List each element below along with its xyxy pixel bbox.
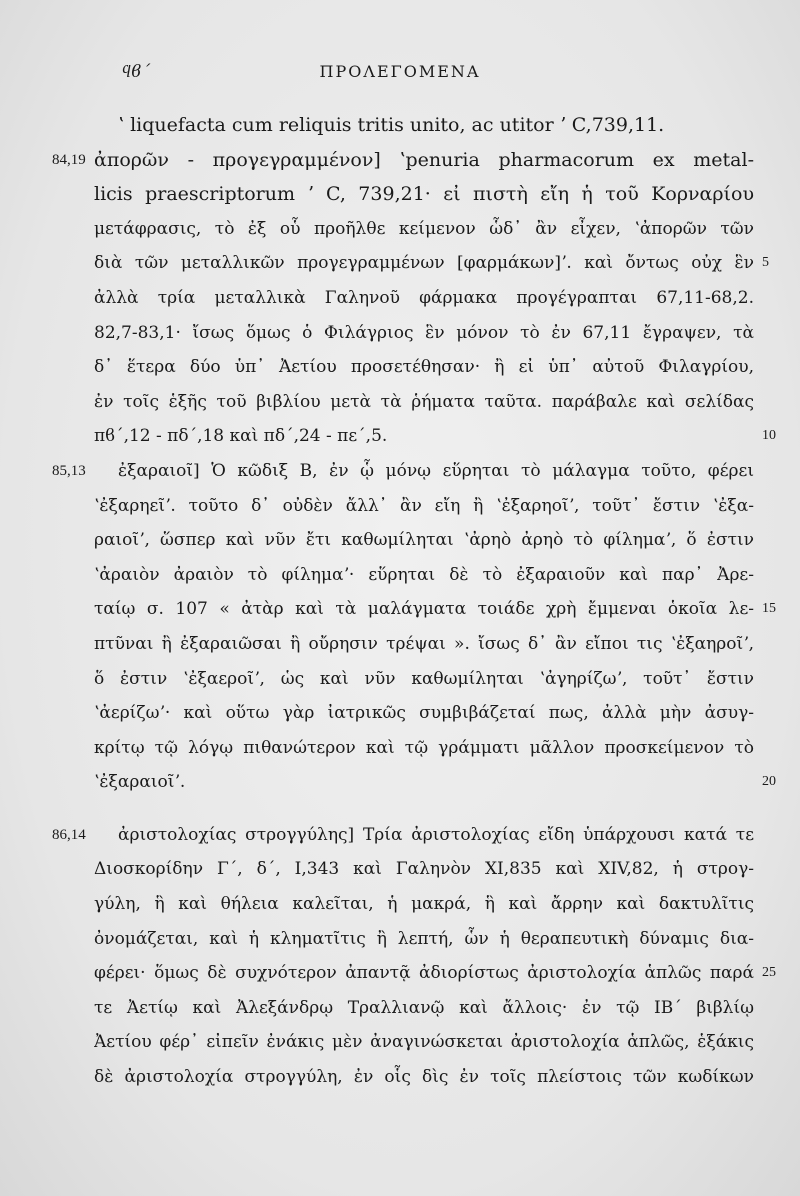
note-reference: 84,19	[52, 151, 86, 168]
text-line	[0, 108, 800, 143]
text-line	[0, 592, 800, 627]
line-text: ʽ liquefacta cum reliquis tritis unito, ac utitor ʼ C,739,11.	[118, 114, 665, 136]
page-number: ϥϐ΄	[122, 62, 151, 82]
line-text: διὰ τῶν μεταλλικῶν προγεγραμμένων [φαρμάκων]ʼ. καὶ ὄντως οὐχ ἓν	[94, 253, 754, 274]
line-text: μετάφρασις, τὸ ἐξ οὗ προῆλθε κείμενον ὧδ᾿ ἂν εἶχεν, ʽἀπορῶν τῶν	[94, 218, 754, 239]
line-text: πϐ΄,12 - πδ΄,18 καὶ πδ΄,24 - πε΄,5.	[94, 426, 388, 447]
text-line	[0, 662, 800, 697]
line-text: ἀλλὰ τρία μεταλλικὰ Γαληνοῦ φάρμακα προγέγραπται 67,11-68,2.	[94, 287, 754, 308]
line-number: 15	[762, 601, 776, 617]
line-text: κρίτῳ τῷ λόγῳ πιθανώτερον καὶ τῷ γράμματι μᾶλλον προσκείμενον τὸ	[94, 737, 754, 758]
line-text: licis praescriptorum ʼ C, 739,21· εἰ πιστὴ εἴη ἡ τοῦ Κορναρίου	[94, 183, 754, 206]
text-line	[0, 419, 800, 454]
line-text: γύλη, ἣ καὶ θήλεια καλεῖται, ἡ μακρά, ἣ καὶ ἄρρην καὶ δακτυλῖτις	[94, 894, 754, 915]
line-text: Διοσκορίδην Γ΄, δ΄, I,343 καὶ Γαληνὸν XI,835 καὶ XIV,82, ἡ στρογ-	[94, 859, 754, 880]
text-line	[0, 922, 800, 957]
text-line	[0, 991, 800, 1026]
text-line	[0, 523, 800, 558]
text-line	[0, 818, 800, 853]
text-line	[0, 956, 800, 991]
text-line	[0, 143, 800, 178]
line-text: ἐν τοῖς ἑξῆς τοῦ βιβλίου μετὰ τὰ ῥήματα ταῦτα. παράβαλε καὶ σελίδας	[94, 391, 754, 412]
line-text: δ᾿ ἕτερα δύο ὑπ᾿ Ἀετίου προσετέθησαν· ἢ εἰ ὑπ᾿ αὐτοῦ Φιλαγρίου,	[94, 357, 754, 378]
paragraph-gap	[0, 800, 800, 818]
text-line	[0, 765, 800, 800]
note-reference: 86,14	[52, 826, 86, 843]
line-text: ʽἐξαρηεῖʼ. τοῦτο δ᾿ οὐδὲν ἄλλ᾿ ἂν εἴη ἢ ʽἐξαρηοῖʼ, τοῦτ᾿ ἔστιν ʽἐξα-	[94, 495, 754, 516]
text-line	[0, 385, 800, 420]
line-text: ʽἀερίζωʼ· καὶ οὕτω γὰρ ἰατρικῶς συμβιβάζεταί πως, ἀλλὰ μὴν ἀσυγ-	[94, 703, 754, 724]
note-reference: 85,13	[52, 462, 86, 479]
text-line	[0, 1025, 800, 1060]
line-text: τε Ἀετίῳ καὶ Ἀλεξάνδρῳ Τραλλιανῷ καὶ ἄλλοις· ἐν τῷ ΙΒ΄ βιβλίῳ	[94, 997, 754, 1018]
line-text: φέρει· ὅμως δὲ συχνότερον ἀπαντᾷ ἀδιορίστως ἀριστολοχία ἁπλῶς παρά	[94, 963, 754, 984]
text-line	[0, 177, 800, 212]
line-text: ὀνομάζεται, καὶ ἡ κληματῖτις ἢ λεπτή, ὧν ἡ θεραπευτικὴ δύναμις δια-	[94, 928, 754, 949]
line-text: πτῦναι ἢ ἐξαραιῶσαι ἢ οὔρησιν τρέψαι ». ἴσως δ᾿ ἂν εἴποι τις ʽἐξαηροῖʼ,	[94, 633, 754, 654]
text-line	[0, 281, 800, 316]
running-head	[0, 62, 800, 90]
text-line	[0, 887, 800, 922]
line-number: 10	[762, 428, 776, 444]
line-text: Ἀετίου φέρ᾿ εἰπεῖν ἐνάκις μὲν ἀναγινώσκεται ἀριστολοχία ἁπλῶς, ἑξάκις	[94, 1032, 754, 1053]
text-line	[0, 212, 800, 247]
text-line	[0, 627, 800, 662]
line-number: 5	[762, 255, 769, 271]
text-line	[0, 852, 800, 887]
line-text: ταίῳ σ. 107 « ἀτὰρ καὶ τὰ μαλάγματα τοιάδε χρὴ ἔμμεναι ὁκοῖα λε-	[94, 599, 754, 620]
text-line	[0, 731, 800, 766]
line-text: ραιοῖʼ, ὥσπερ καὶ νῦν ἔτι καθωμίληται ʽἀρηὸ ἀρηὸ τὸ φίλημαʼ, ὅ ἐστιν	[94, 530, 754, 551]
text-line	[0, 454, 800, 489]
commentary-text	[0, 108, 800, 1095]
text-line	[0, 316, 800, 351]
text-line	[0, 696, 800, 731]
line-text: ʽἐξαραιοῖʼ.	[94, 772, 186, 793]
line-text: ἀπορῶν - προγεγραμμένον] ʽpenuria pharmacorum ex metal-	[94, 148, 754, 171]
line-text: ἐξαραιοῖ] Ὁ κῶδιξ Β, ἐν ᾧ μόνῳ εὕρηται τὸ μάλαγμα τοῦτο, φέρει	[118, 460, 754, 481]
text-line	[0, 1060, 800, 1095]
text-line	[0, 489, 800, 524]
page-title: ΠΡΟΛΕΓΟΜΕΝΑ	[319, 62, 481, 81]
line-text: ἀριστολοχίας στρογγύλης] Τρία ἀριστολοχίας εἴδη ὑπάρχουσι κατά τε	[118, 824, 754, 845]
text-line	[0, 246, 800, 281]
line-number: 20	[762, 774, 776, 790]
line-text: δὲ ἀριστολοχία στρογγύλη, ἐν οἷς δὶς ἐν τοῖς πλείστοις τῶν κωδίκων	[94, 1067, 754, 1088]
line-text: 82,7-83,1· ἴσως ὅμως ὁ Φιλάγριος ἓν μόνον τὸ ἐν 67,11 ἔγραψεν, τὰ	[94, 322, 754, 343]
text-line	[0, 350, 800, 385]
line-text: ʽἀραιὸν ἀραιὸν τὸ φίλημαʼ· εὕρηται δὲ τὸ ἐξαραιοῦν καὶ παρ᾿ Ἀρε-	[94, 564, 754, 585]
text-line	[0, 558, 800, 593]
line-text: ὅ ἐστιν ʽἐξαεροῖʼ, ὡς καὶ νῦν καθωμίληται ʽἀγηρίζωʼ, τοῦτ᾿ ἔστιν	[94, 668, 754, 689]
line-number: 25	[762, 965, 776, 981]
